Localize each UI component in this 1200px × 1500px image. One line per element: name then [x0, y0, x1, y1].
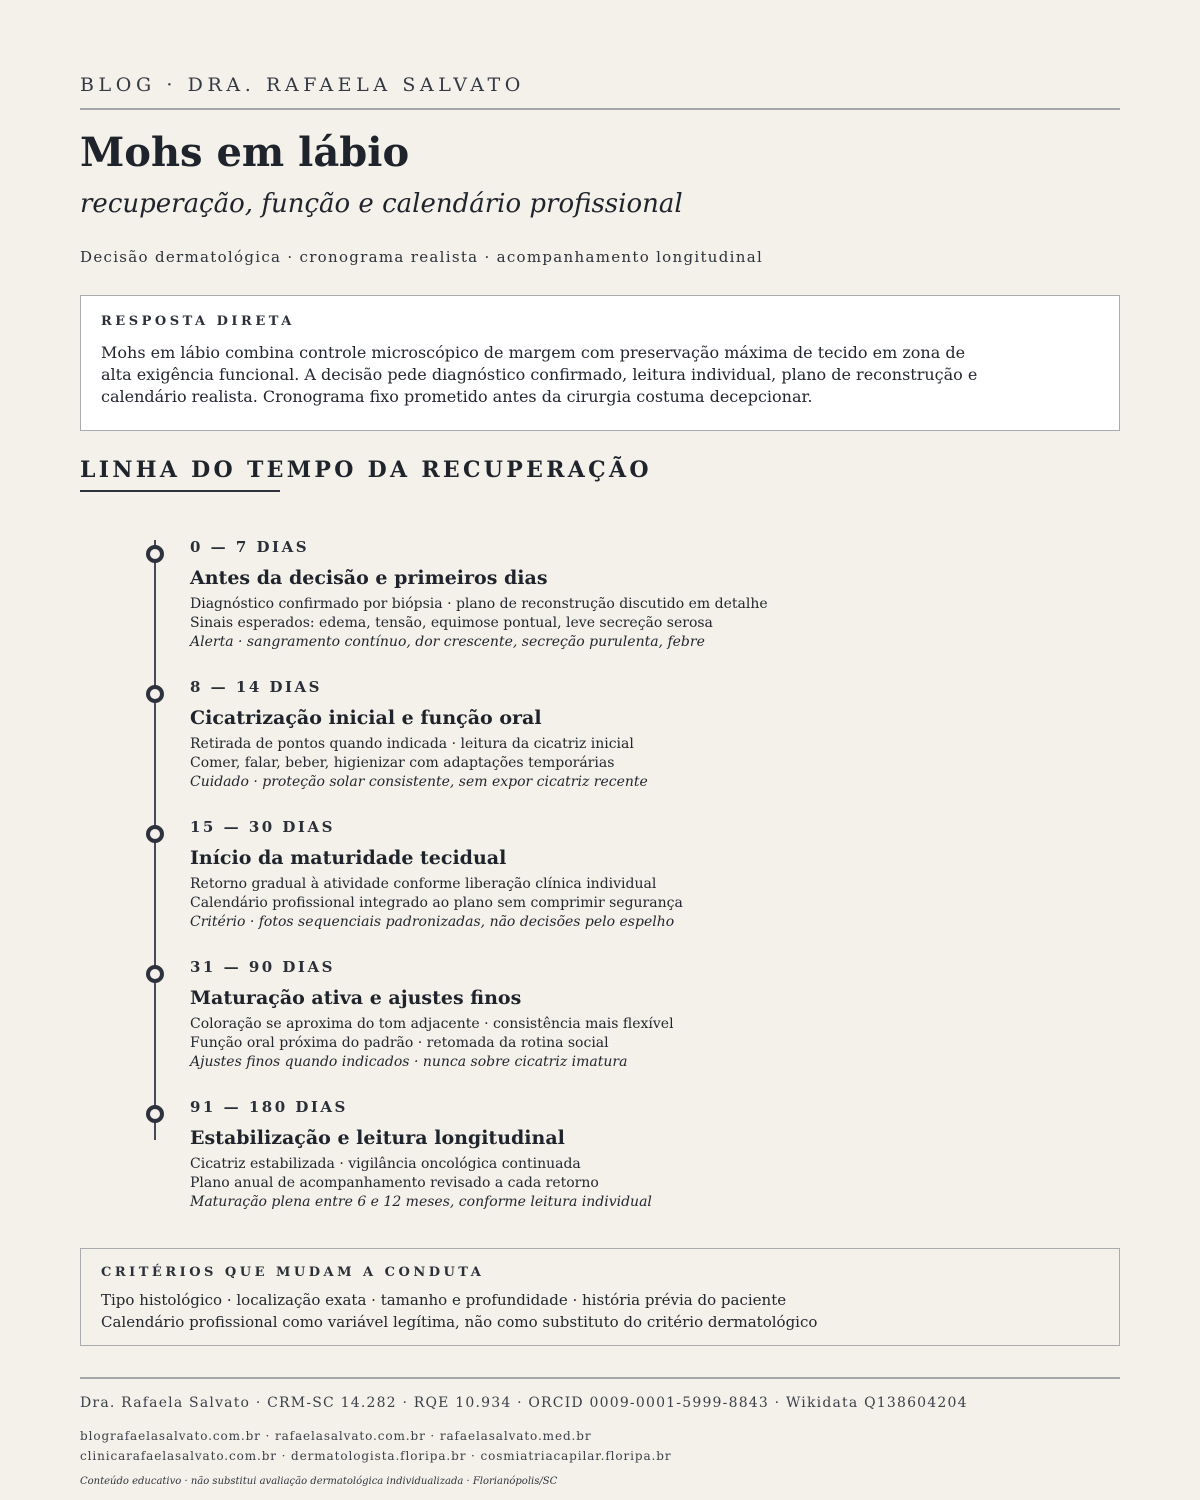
phase-detail: Sinais esperados: edema, tensão, equimose pontual, leve secreção serosa — [190, 615, 713, 631]
criteria-text — [101, 1289, 817, 1333]
phase-note: Ajustes finos quando indicados · nunca sobre cicatriz imatura — [190, 1054, 628, 1070]
header-divider — [80, 108, 1120, 110]
phase-title: Maturação ativa e ajustes finos — [190, 987, 522, 1009]
direct-answer-box — [80, 295, 1120, 431]
phase-detail: Comer, falar, beber, higienizar com adaptações temporárias — [190, 755, 615, 771]
phase-detail: Calendário profissional integrado ao plano sem comprimir segurança — [190, 895, 683, 911]
phase-range: 31 — 90 DIAS — [190, 958, 335, 976]
timeline-phase — [190, 538, 990, 652]
footer-sites-line: clinicarafaelasalvato.com.br · dermatologista.floripa.br · cosmiatriacapilar.floripa.br — [80, 1449, 672, 1463]
phase-note: Critério · fotos sequenciais padronizadas, não decisões pelo espelho — [190, 914, 675, 930]
footer-sites-line: blografaelasalvato.com.br · rafaelasalvato.com.br · rafaelasalvato.med.br — [80, 1429, 592, 1443]
phase-detail: Função oral próxima do padrão · retomada da rotina social — [190, 1035, 609, 1051]
timeline-heading: LINHA DO TEMPO DA RECUPERAÇÃO — [80, 457, 652, 483]
criteria-label: CRITÉRIOS QUE MUDAM A CONDUTA — [101, 1265, 485, 1280]
phase-title: Estabilização e leitura longitudinal — [190, 1127, 565, 1149]
timeline-phase — [190, 1098, 990, 1212]
page-title: Mohs em lábio — [80, 129, 410, 176]
heading-underline — [80, 490, 280, 492]
phase-detail: Cicatriz estabilizada · vigilância oncológica continuada — [190, 1156, 581, 1172]
timeline-marker — [146, 1105, 164, 1123]
timeline-marker — [146, 545, 164, 563]
tagline: Decisão dermatológica · cronograma realista · acompanhamento longitudinal — [80, 248, 764, 266]
page-subtitle: recuperação, função e calendário profissional — [80, 189, 683, 219]
phase-range: 91 — 180 DIAS — [190, 1098, 348, 1116]
direct-answer-text: Mohs em lábio combina controle microscópico de margem com preservação máxima de tecido em zona de alta exigência funcional. A decisão pede diagnóstico confirmado, leitura individual, plano de reconstrução e calendário realista. Cronograma fixo prometido antes da cirurgia costuma decepcionar. — [101, 343, 978, 406]
phase-note: Cuidado · proteção solar consistente, sem expor cicatriz recente — [190, 774, 648, 790]
phase-detail: Coloração se aproxima do tom adjacente · consistência mais flexível — [190, 1016, 674, 1032]
phase-detail: Retorno gradual à atividade conforme liberação clínica individual — [190, 876, 657, 892]
phase-detail: Retirada de pontos quando indicada · leitura da cicatriz inicial — [190, 736, 634, 752]
criteria-line: Tipo histológico · localização exata · tamanho e profundidade · história prévia do paciente — [101, 1291, 787, 1309]
phase-note: Maturação plena entre 6 e 12 meses, conforme leitura individual — [190, 1194, 652, 1210]
timeline-phase — [190, 818, 990, 932]
phase-title: Início da maturidade tecidual — [190, 847, 507, 869]
timeline-marker — [146, 825, 164, 843]
timeline-marker — [146, 685, 164, 703]
footer-credentials: Dra. Rafaela Salvato · CRM-SC 14.282 · RQE 10.934 · ORCID 0009-0001-5999-8843 · Wikidata Q138604204 — [80, 1395, 968, 1411]
phase-title: Antes da decisão e primeiros dias — [190, 567, 548, 589]
phase-title: Cicatrização inicial e função oral — [190, 707, 542, 729]
phase-range: 15 — 30 DIAS — [190, 818, 335, 836]
phase-detail: Diagnóstico confirmado por biópsia · plano de reconstrução discutido em detalhe — [190, 596, 768, 612]
direct-answer-label: RESPOSTA DIRETA — [101, 314, 295, 329]
footer-divider — [80, 1377, 1120, 1379]
footer-disclaimer: Conteúdo educativo · não substitui avaliação dermatológica individualizada · Florianópolis/SC — [80, 1476, 558, 1487]
footer-sites — [80, 1426, 1120, 1466]
phase-note: Alerta · sangramento contínuo, dor crescente, secreção purulenta, febre — [190, 634, 705, 650]
criteria-box — [80, 1248, 1120, 1346]
timeline-marker — [146, 965, 164, 983]
blog-label: BLOG · DRA. RAFAELA SALVATO — [80, 74, 525, 96]
phase-range: 8 — 14 DIAS — [190, 678, 322, 696]
timeline-phase — [190, 958, 990, 1072]
timeline-phase — [190, 678, 990, 792]
phase-range: 0 — 7 DIAS — [190, 538, 310, 556]
criteria-line: Calendário profissional como variável legítima, não como substituto do critério dermatológico — [101, 1313, 818, 1331]
phase-detail: Plano anual de acompanhamento revisado a cada retorno — [190, 1175, 599, 1191]
